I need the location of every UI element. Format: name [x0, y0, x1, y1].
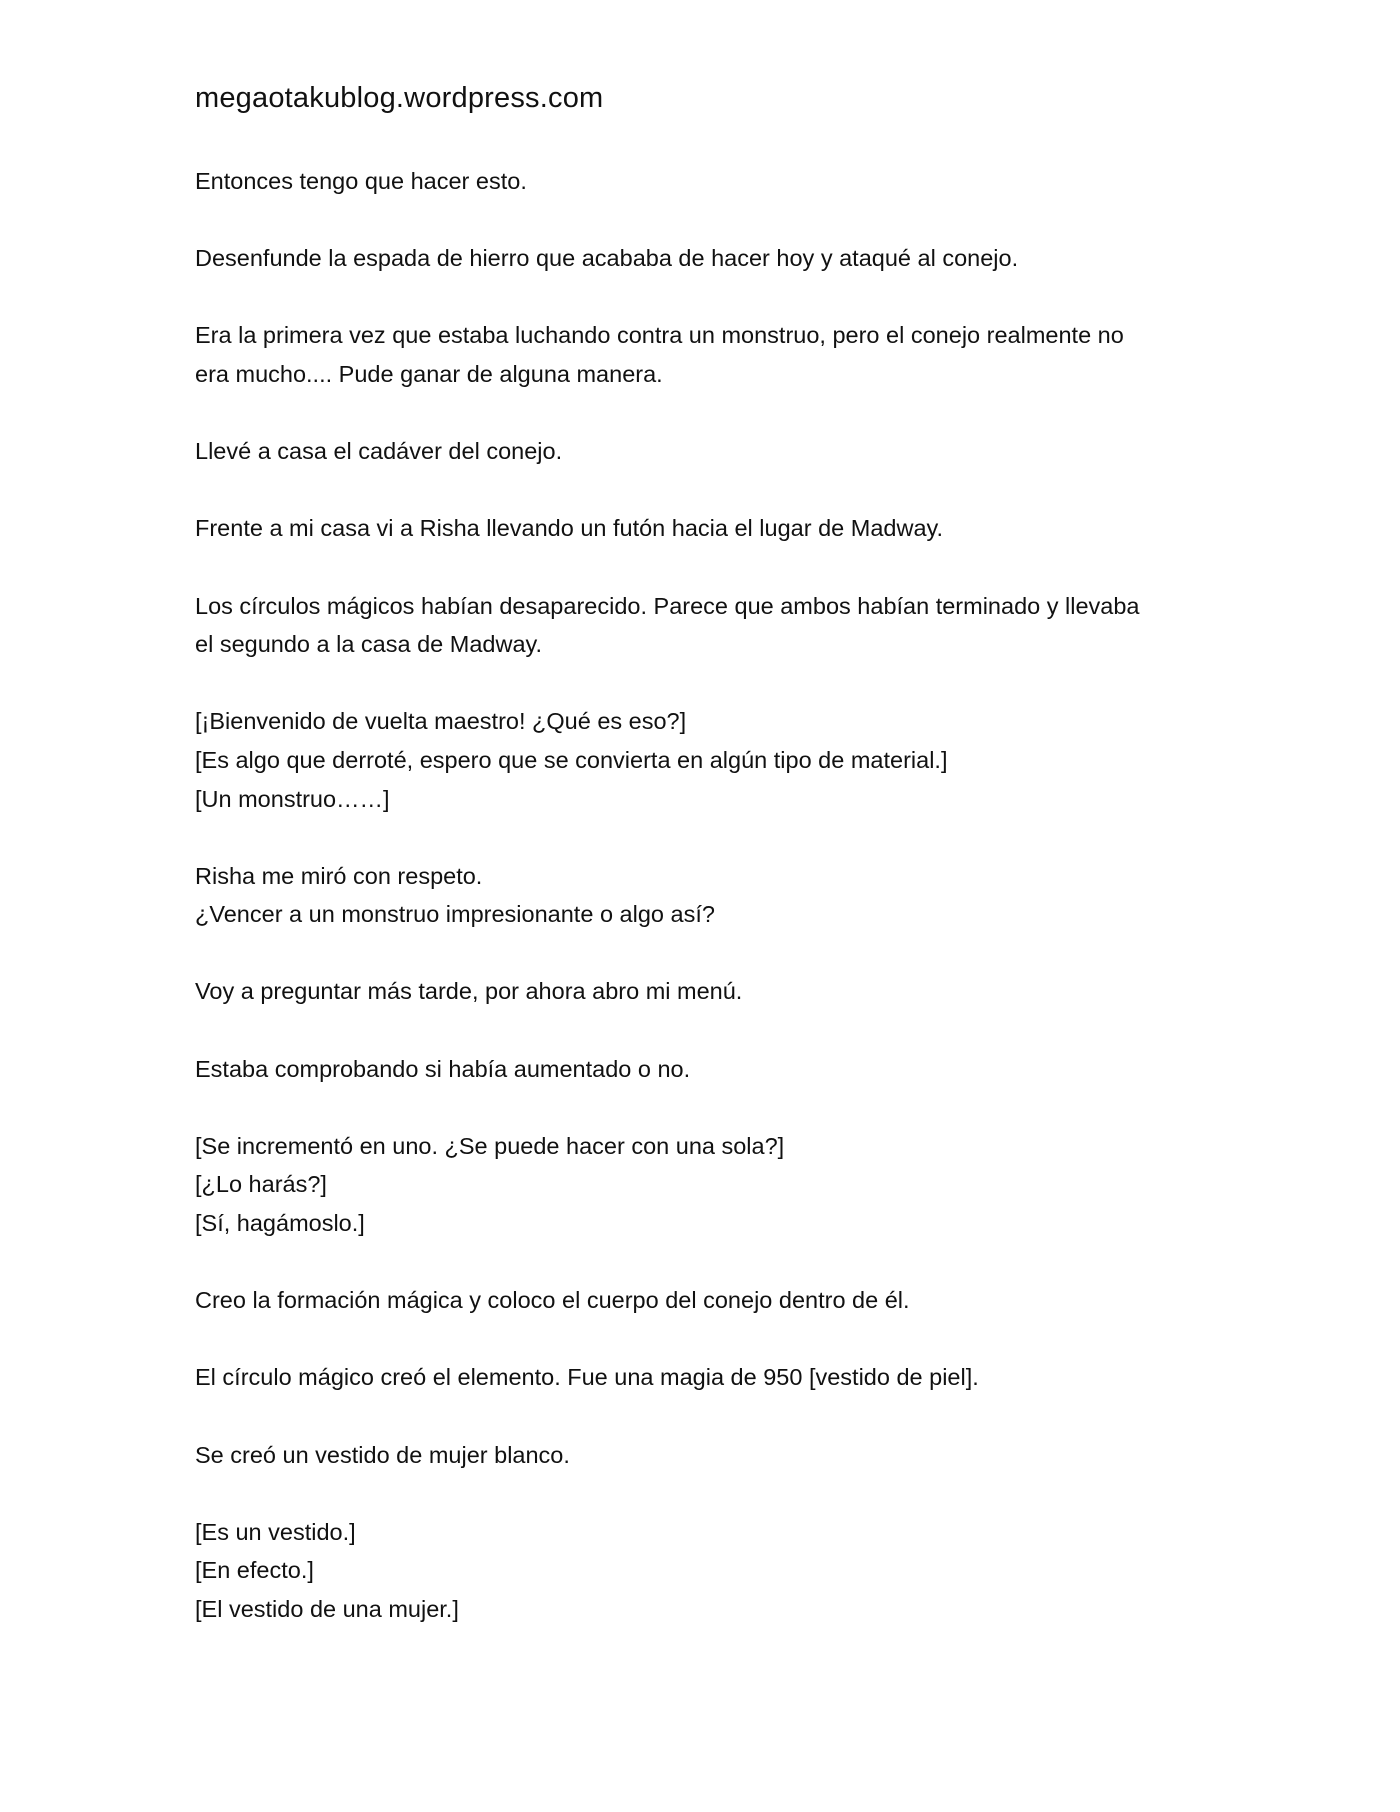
text-line: Entonces tengo que hacer esto.: [195, 168, 527, 194]
text-line: Se creó un vestido de mujer blanco.: [195, 1441, 570, 1468]
text-line: Risha me miró con respeto.: [195, 862, 483, 889]
text-line: Desenfunde la espada de hierro que acababa de hacer hoy y ataqué al conejo.: [195, 245, 1019, 272]
text-line: Voy a preguntar más tarde, por ahora abro mi menú.: [195, 978, 743, 1005]
text-line: Los círculos mágicos habían desaparecido. Parece que ambos habían terminado y llevaba: [195, 592, 1140, 619]
document-body: [195, 162, 1225, 1667]
text-line: Era la primera vez que estaba luchando contra un monstruo, pero el conejo realmente no: [195, 322, 1124, 349]
dialogue-line: [Un monstruo……]: [195, 785, 390, 812]
dialogue-line: [¡Bienvenido de vuelta maestro! ¿Qué es eso?]: [195, 708, 687, 735]
paragraph: [195, 1281, 1225, 1320]
text-line: Creo la formación mágica y coloco el cuerpo del conejo dentro de él.: [195, 1287, 910, 1314]
paragraph: [195, 509, 1225, 548]
text-line: el segundo a la casa de Madway.: [195, 631, 543, 658]
dialogue-block: [195, 702, 1225, 818]
dialogue-line: [Es algo que derroté, espero que se convierta en algún tipo de material.]: [195, 746, 948, 773]
text-line: El círculo mágico creó el elemento. Fue una magia de 950 [vestido de piel].: [195, 1364, 979, 1391]
text-line: Estaba comprobando si había aumentado o no.: [195, 1055, 691, 1082]
dialogue-line: [En efecto.]: [195, 1557, 314, 1584]
dialogue-line: [Se incrementó en uno. ¿Se puede hacer con una sola?]: [195, 1132, 785, 1159]
paragraph: [195, 972, 1225, 1011]
text-line: Llevé a casa el cadáver del conejo.: [195, 438, 563, 465]
paragraph: [195, 857, 1225, 934]
paragraph: [195, 1358, 1225, 1397]
paragraph: [195, 1050, 1225, 1089]
paragraph: [195, 162, 1225, 201]
text-line: Frente a mi casa vi a Risha llevando un futón hacia el lugar de Madway.: [195, 515, 944, 542]
dialogue-line: [El vestido de una mujer.]: [195, 1595, 459, 1622]
paragraph: [195, 316, 1225, 393]
paragraph: [195, 587, 1225, 664]
paragraph: [195, 432, 1225, 471]
text-line: era mucho.... Pude ganar de alguna manera.: [195, 360, 663, 387]
dialogue-line: [Es un vestido.]: [195, 1518, 356, 1545]
dialogue-line: [Sí, hagámoslo.]: [195, 1210, 365, 1237]
dialogue-block: [195, 1513, 1225, 1629]
dialogue-line: [¿Lo harás?]: [195, 1171, 327, 1198]
paragraph: [195, 1436, 1225, 1475]
text-line: ¿Vencer a un monstruo impresionante o algo así?: [195, 901, 715, 928]
dialogue-block: [195, 1127, 1225, 1243]
paragraph: [195, 239, 1225, 278]
site-header: megaotakublog.wordpress.com: [195, 82, 604, 114]
